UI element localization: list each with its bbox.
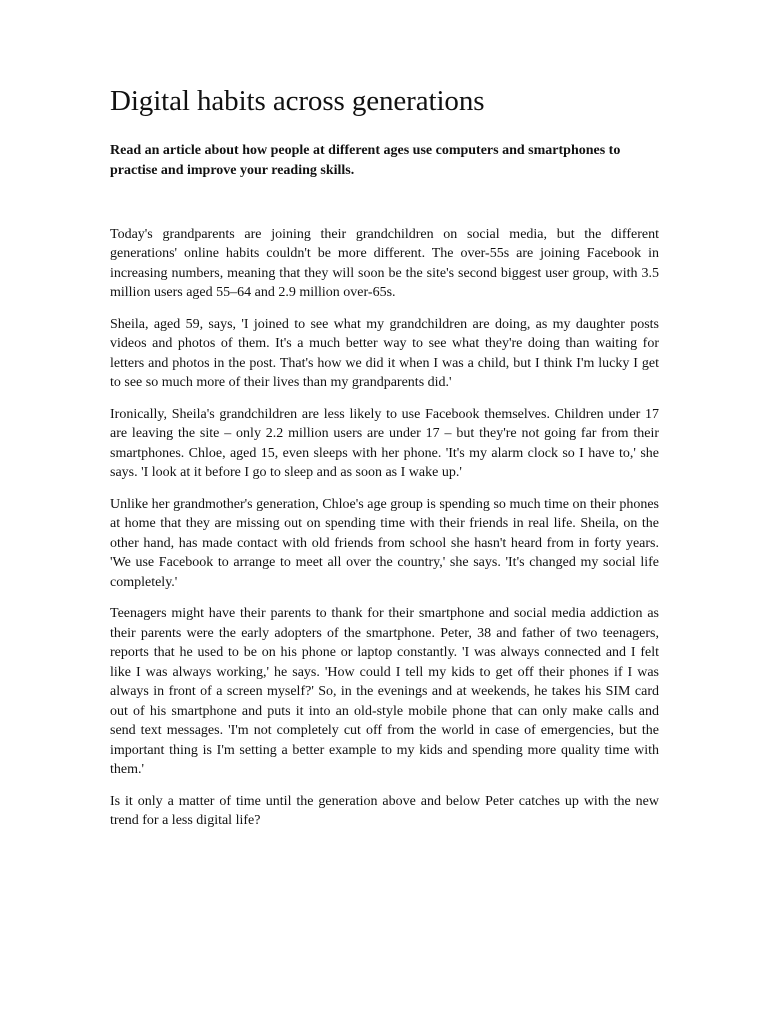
paragraph: Is it only a matter of time until the generation above and below Peter catches up with the new trend for a less digital life?	[110, 793, 659, 829]
article-intro: Read an article about how people at different ages use computers and smartphones to practise and improve your reading skills.	[110, 142, 621, 178]
paragraph: Today's grandparents are joining their grandchildren on social media, but the different generations' online habits couldn't be more different. The over-55s are joining Facebook in increasing numbers, meaning that they will soon be the site's second biggest user group, with 3.5 million users aged 55–64 and 2.9 million over-65s.	[110, 226, 659, 301]
paragraph: Sheila, aged 59, says, 'I joined to see what my grandchildren are doing, as my daughter posts videos and photos of them. It's a much better way to see what they're doing than waiting for letters and photos in the post. That's how we did it when I was a child, but I think I'm lucky I get to see so much more of their lives than my grandparents did.'	[110, 316, 659, 391]
article	[110, 84, 659, 843]
paragraph: Ironically, Sheila's grandchildren are less likely to use Facebook themselves. Children under 17 are leaving the site – only 2.2 million users are under 17 – but they're not going far from their smartphones. Chloe, aged 15, even sleeps with her phone. 'It's my alarm clock so I have to,' she says. 'I look at it before I go to sleep and as soon as I wake up.'	[110, 406, 659, 481]
paragraph: Unlike her grandmother's generation, Chloe's age group is spending so much time on their phones at home that they are missing out on spending time with their friends in real life. Sheila, on the other hand, has made contact with old friends from school she hasn't heard from in forty years. 'We use Facebook to arrange to meet all over the country,' she says. 'It's changed my social life completely.'	[110, 496, 659, 590]
paragraph: Teenagers might have their parents to thank for their smartphone and social media addiction as their parents were the early adopters of the smartphone. Peter, 38 and father of two teenagers, reports that he used to be on his phone or laptop constantly. 'I was always connected and I felt like I was always working,' he says. 'How could I tell my kids to get off their phones if I was always in front of a screen myself?' So, in the evenings and at weekends, he takes his SIM card out of his smartphone and puts it into an old-style mobile phone that can only make calls and send text messages. 'I'm not completely cut off from the world in case of emergencies, but the important thing is I'm setting a better example to my kids and spending more quality time with them.'	[110, 606, 659, 778]
article-body	[110, 225, 659, 831]
article-title: Digital habits across generations	[110, 85, 485, 117]
